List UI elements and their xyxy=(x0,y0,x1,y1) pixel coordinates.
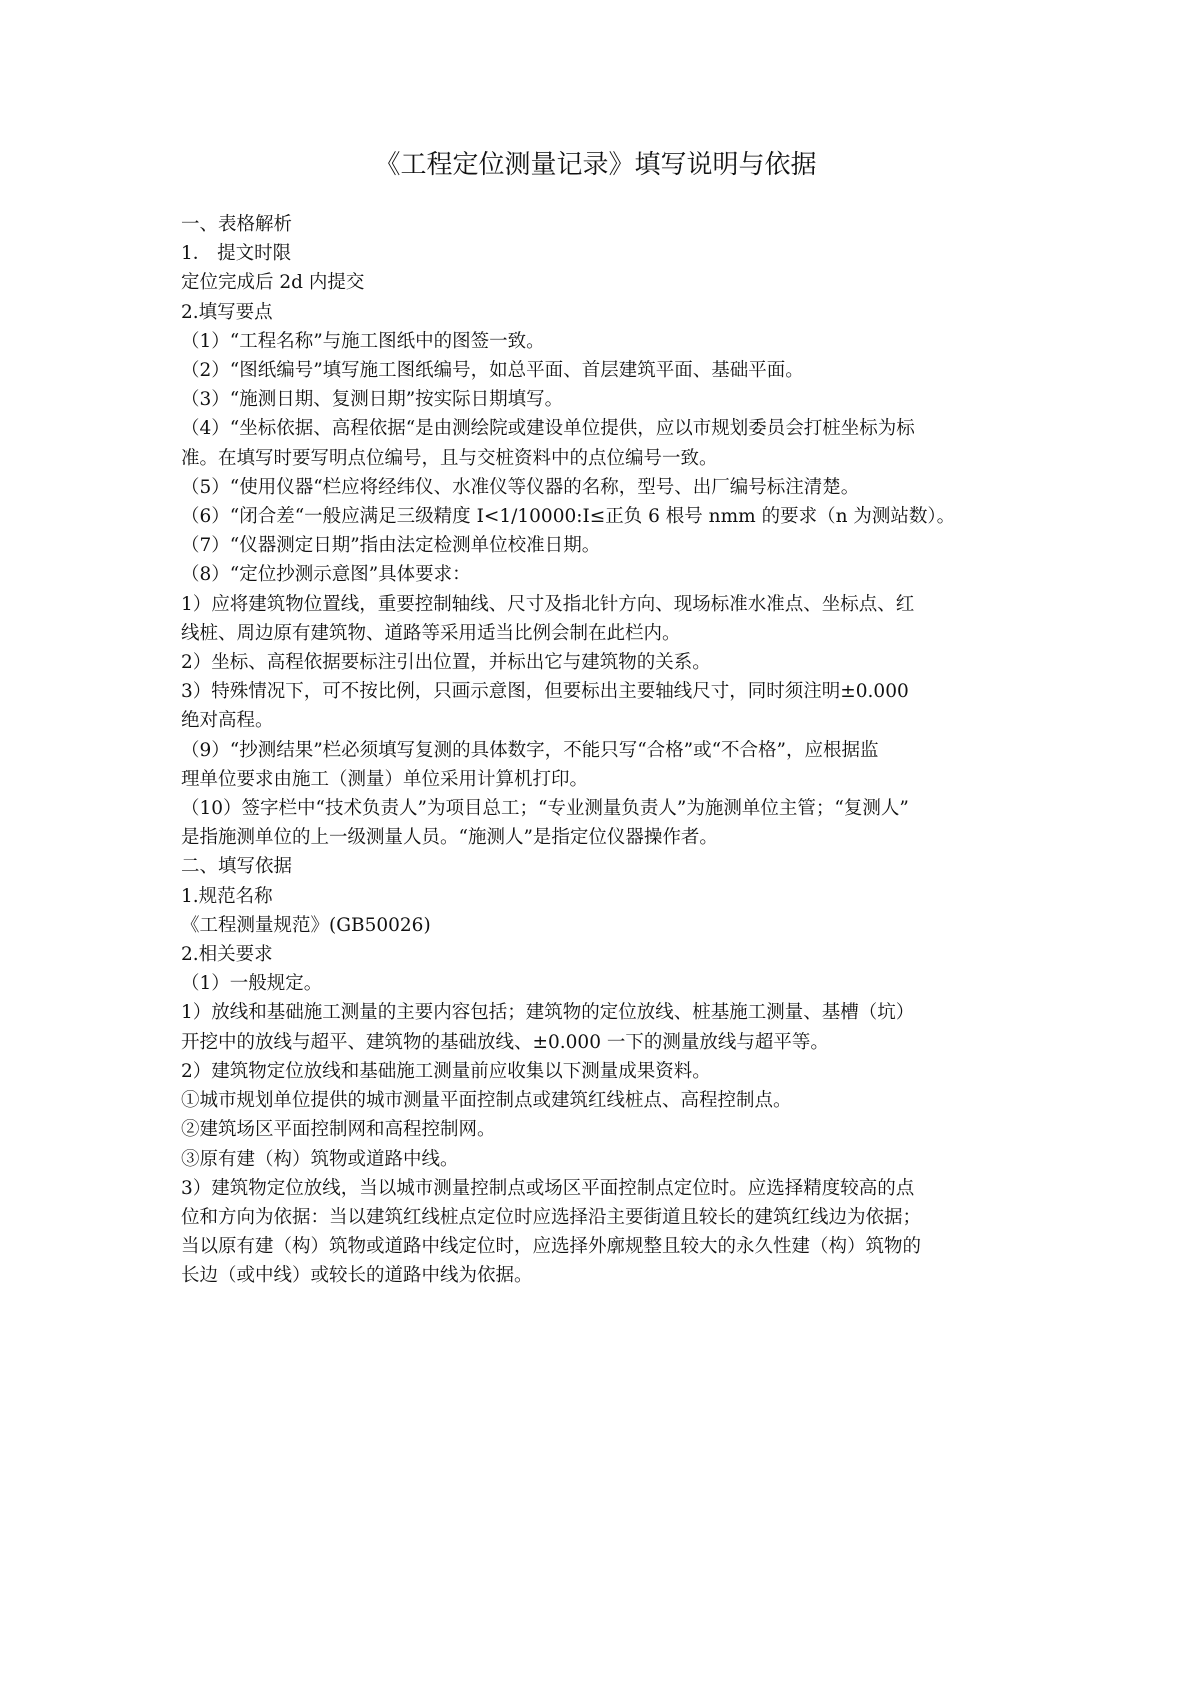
list-item-continuation: 理单位要求由施工（测量）单位采用计算机打印。 xyxy=(181,768,589,790)
list-item: （5）“使用仪器“栏应将经纬仪、水准仪等仪器的名称，型号、出厂编号标注清楚。 xyxy=(181,476,860,498)
list-item: ③原有建（构）筑物或道路中线。 xyxy=(181,1148,459,1170)
list-item-continuation: 开挖中的放线与超平、建筑物的基础放线、±0.000 一下的测量放线与超平等。 xyxy=(181,1031,829,1053)
list-item: 1）应将建筑物位置线，重要控制轴线、尺寸及指北针方向、现场标准水准点、坐标点、红 xyxy=(181,593,915,615)
list-item: ②建筑场区平面控制网和高程控制网。 xyxy=(181,1119,496,1141)
section-heading-form-analysis: 一、表格解析 xyxy=(181,214,293,235)
subheading-related-requirements: 2.相关要求 xyxy=(181,944,273,966)
list-item: ①城市规划单位提供的城市测量平面控制点或建筑红线桩点、高程控制点。 xyxy=(181,1090,792,1112)
paragraph-line: 《工程测量规范》(GB50026) xyxy=(181,914,431,936)
list-item: （6）“闭合差“一般应满足三级精度 I<1/10000:I≤正负 6 根号 nmm 的要求（n 为测站数）。 xyxy=(181,506,956,528)
list-item-continuation: 位和方向为依据：当以建筑红线桩点定位时应选择沿主要街道且较长的建筑红线边为依据； xyxy=(181,1206,922,1228)
list-item-continuation: 绝对高程。 xyxy=(181,710,274,732)
list-item: 3）建筑物定位放线，当以城市测量控制点或场区平面控制点定位时。应选择精度较高的点 xyxy=(181,1177,915,1199)
subheading-filling-points: 2.填写要点 xyxy=(181,301,273,323)
list-item: （7）“仪器测定日期”指由法定检测单位校准日期。 xyxy=(181,535,601,557)
list-item: （2）“图纸编号”填写施工图纸编号，如总平面、首层建筑平面、基础平面。 xyxy=(181,360,804,382)
list-item: （10）签字栏中“技术负责人”为项目总工；“专业测量负责人”为施测单位主管；“复测人” xyxy=(181,798,909,820)
list-item: 3）特殊情况下，可不按比例，只画示意图，但要标出主要轴线尺寸，同时须注明±0.000 xyxy=(181,681,909,703)
list-item: （1）一般规定。 xyxy=(181,973,323,995)
section-heading-filling-basis: 二、填写依据 xyxy=(181,856,293,878)
paragraph-line: 定位完成后 2d 内提交 xyxy=(181,272,365,294)
list-item-continuation: 长边（或中线）或较长的道路中线为依据。 xyxy=(181,1265,533,1287)
list-item: 2）建筑物定位放线和基础施工测量前应收集以下测量成果资料。 xyxy=(181,1060,711,1082)
subheading-standard-name: 1.规范名称 xyxy=(181,885,273,907)
list-item-continuation: 准。在填写时要写明点位编号，且与交桩资料中的点位编号一致。 xyxy=(181,447,718,469)
list-item: （1）“工程名称”与施工图纸中的图签一致。 xyxy=(181,330,545,352)
subheading-submission-deadline: 1． 提文时限 xyxy=(181,243,292,265)
list-item: 1）放线和基础施工测量的主要内容包括；建筑物的定位放线、桩基施工测量、基槽（坑） xyxy=(181,1002,915,1024)
list-item: （9）“抄测结果”栏必须填写复测的具体数字，不能只写“合格”或“不合格”，应根据监 xyxy=(181,739,879,761)
list-item: （3）“施测日期、复测日期”按实际日期填写。 xyxy=(181,389,564,411)
list-item: （4）“坐标依据、高程依据“是由测绘院或建设单位提供，应以市规划委员会打桩坐标为标 xyxy=(181,418,915,440)
page-title: 《工程定位测量记录》填写说明与依据 xyxy=(374,150,817,180)
list-item: （8）“定位抄测示意图”具体要求： xyxy=(181,564,471,586)
list-item: 2）坐标、高程依据要标注引出位置，并标出它与建筑物的关系。 xyxy=(181,652,711,674)
list-item-continuation: 是指施测单位的上一级测量人员。“施测人”是指定位仪器操作者。 xyxy=(181,827,718,849)
list-item-continuation: 当以原有建（构）筑物或道路中线定位时，应选择外廓规整且较大的永久性建（构）筑物的 xyxy=(181,1236,922,1258)
list-item-continuation: 线桩、周边原有建筑物、道路等采用适当比例会制在此栏内。 xyxy=(181,622,681,644)
document-body xyxy=(181,210,1021,1291)
